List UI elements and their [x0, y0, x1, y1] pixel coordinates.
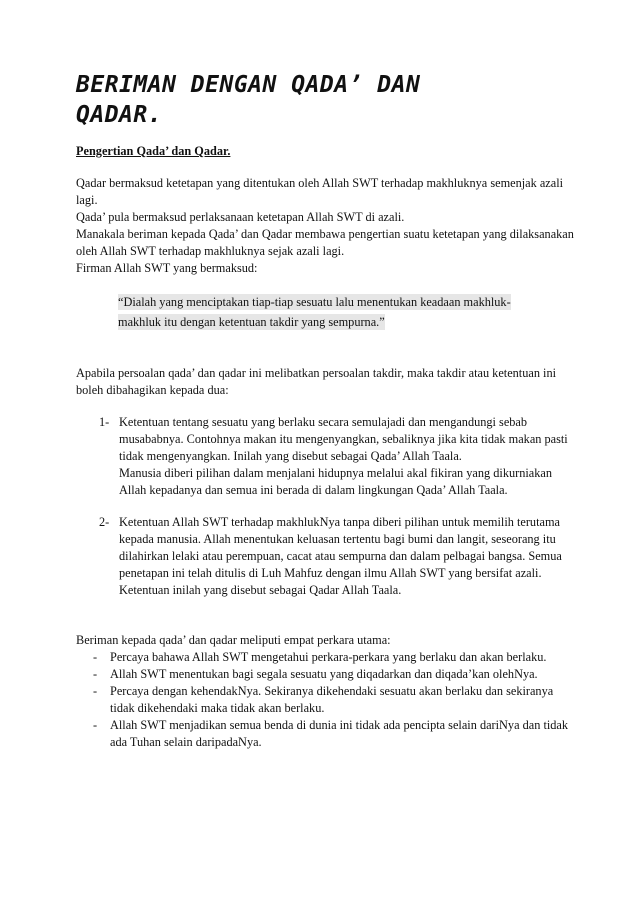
- definition-qadar: Qadar bermaksud ketetapan yang ditentukan oleh Allah SWT terhadap makhluknya semenjak azali lagi.: [76, 176, 564, 207]
- list-item-text: Allah SWT menentukan bagi segala sesuatu yang diqadarkan dan diqada’kan olehNya.: [110, 667, 538, 681]
- list-number: 2-: [99, 515, 110, 529]
- numbered-list: [76, 414, 578, 599]
- perkara-intro: Beriman kepada qada’ dan qadar meliputi empat perkara utama:: [76, 633, 391, 647]
- list-item-text: Percaya dengan kehendakNya. Sekiranya dikehendaki sesuatu akan berlaku dan sekiranya tidak dikehendaki maka tidak akan berlaku.: [110, 684, 554, 715]
- list-item: [76, 649, 578, 666]
- quote-text: “Dialah yang menciptakan tiap-tiap sesuatu lalu menentukan keadaan makhluk-makhluk itu dengan ketentuan takdir yang sempurna.”: [118, 295, 511, 329]
- list-item: [76, 666, 578, 683]
- quote-block: [76, 292, 530, 332]
- dash-bullet: -: [93, 684, 98, 698]
- list-item-text: Manusia diberi pilihan dalam menjalani hidupnya melalui akal fikiran yang dikurniakan Allah kepadanya dan semua ini berada di dalam lingkungan Qada’ Allah Taala.: [119, 466, 552, 497]
- page-title: [76, 70, 546, 130]
- list-number: 1-: [99, 415, 110, 429]
- definition-block: [76, 175, 578, 277]
- page-title-line-2: QADAR.: [76, 102, 163, 128]
- firman-intro: Firman Allah SWT yang bermaksud:: [76, 261, 258, 275]
- list-item-text: Allah SWT menjadikan semua benda di dunia ini tidak ada pencipta selain dariNya dan tidak ada Tuhan selain daripadaNya.: [110, 718, 569, 749]
- takdir-intro: Apabila persoalan qada’ dan qadar ini melibatkan persoalan takdir, maka takdir atau ketentuan ini boleh dibahagikan kepada dua:: [76, 366, 557, 397]
- list-item: [76, 683, 578, 717]
- dash-list: [76, 649, 578, 751]
- page-title-line-1: BERIMAN DENGAN QADA’ DAN: [76, 72, 421, 98]
- definition-beriman: Manakala beriman kepada Qada’ dan Qadar membawa pengertian suatu ketetapan yang dilaksanakan oleh Allah SWT terhadap makhluknya sejak azali lagi.: [76, 227, 574, 258]
- definition-qada: Qada’ pula bermaksud perlaksanaan ketetapan Allah SWT di azali.: [76, 210, 405, 224]
- dash-bullet: -: [93, 650, 98, 664]
- list-item: [76, 514, 578, 599]
- list-item-text: Ketentuan Allah SWT terhadap makhlukNya tanpa diberi pilihan untuk memilih terutama kepada manusia. Allah menentukan keluasan tertentu bagi bumi dan langit, seseorang itu dilahirkan lelaki atau perempuan, cacat atau sempurna dan dalam pelbagai bangsa. Semua penetapan ini telah ditulis di Luh Mahfuz dengan ilmu Allah SWT yang bersifat azali. Ketentuan inilah yang disebut sebagai Qadar Allah Taala.: [119, 515, 562, 597]
- section-subheading: Pengertian Qada’ dan Qadar.: [76, 144, 231, 158]
- list-item-text: Percaya bahawa Allah SWT mengetahui perkara-perkara yang berlaku dan akan berlaku.: [110, 650, 547, 664]
- dash-bullet: -: [93, 718, 98, 732]
- dash-bullet: -: [93, 667, 98, 681]
- list-item: [76, 717, 578, 751]
- list-item: [76, 414, 578, 499]
- list-item-text: Ketentuan tentang sesuatu yang berlaku secara semulajadi dan mengandungi sebab musababnya. Contohnya makan itu mengenyangkan, sebaliknya jika kita tidak makan pasti tidak mengenyangkan. Inilah yang disebut sebagai Qada’ Allah Taala.: [119, 415, 568, 463]
